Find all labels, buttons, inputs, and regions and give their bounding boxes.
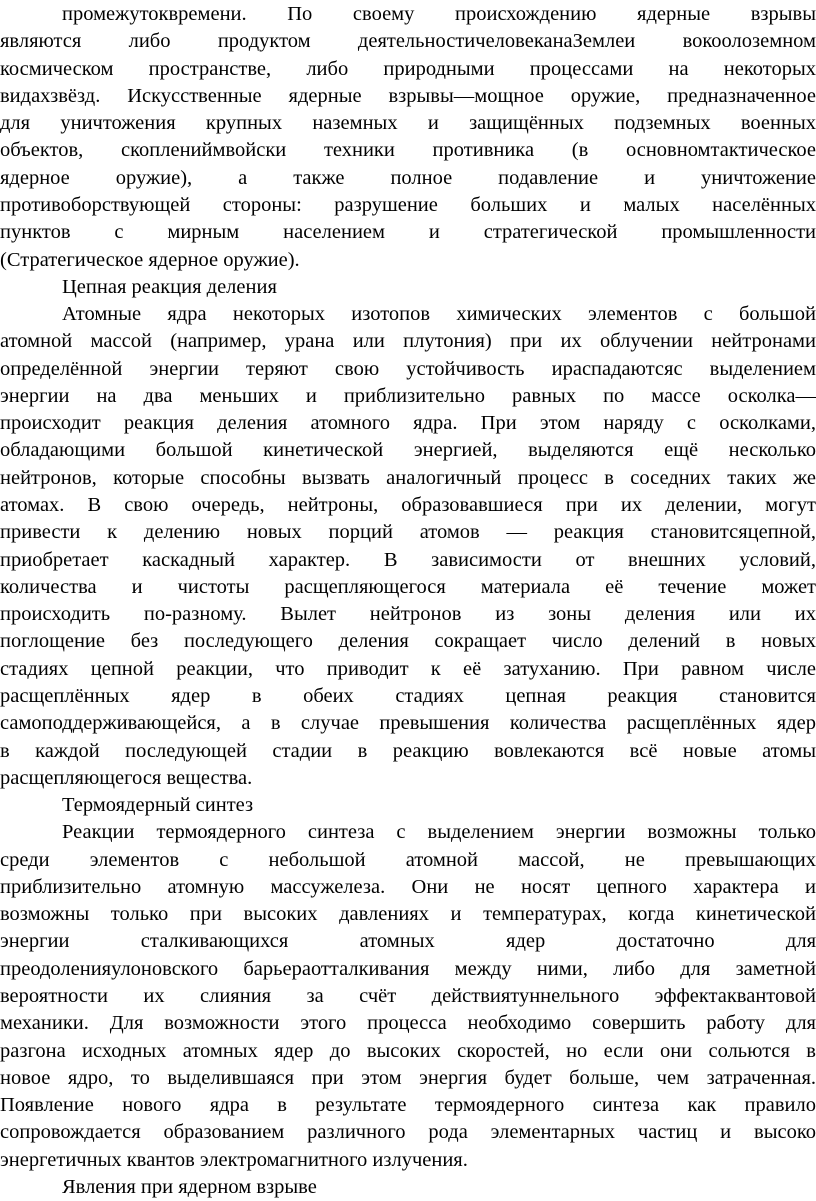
text-line: разгона исходных атомных ядер до высоких скоростей, но если они сольются в — [0, 1039, 816, 1062]
text-line: пунктов с мирным населением и стратегической промышленности — [0, 221, 816, 244]
text-line: сопровождается образованием различного рода элементарных частиц и высоко — [0, 1121, 816, 1144]
text-line: энергии сталкивающихся атомных ядер достаточно для — [0, 930, 816, 953]
text-line: Реакции термоядерного синтеза с выделением энергии возможны только — [62, 821, 816, 844]
text-line: видахзвёзд. Искусственные ядерные взрывы—мощное оружие, предназначенное — [0, 84, 816, 107]
text-line: Появление нового ядра в результате термоядерного синтеза как правило — [0, 1094, 816, 1117]
text-line: механики. Для возможности этого процесса необходимо совершить работу для — [0, 1012, 816, 1035]
text-line: происходит реакция деления атомного ядра. При этом наряду с осколками, — [0, 412, 816, 435]
text-line: (Стратегическое ядерное оружие). — [0, 248, 300, 271]
text-line: промежутоквремени. По своему происхождению ядерные взрывы — [62, 3, 816, 25]
text-line: атомной массой (например, урана или плутония) при их облучении нейтронами — [0, 330, 816, 353]
text-line: энергетичных квантов электромагнитного излучения. — [0, 1148, 468, 1171]
section-heading-thermonuclear-fusion: Термоядерный синтез — [62, 794, 254, 817]
text-line: атомах. В свою очередь, нейтроны, образовавшиеся при их делении, могут — [0, 494, 816, 517]
text-line: вероятности их слияния за счёт действиятуннельного эффектаквантовой — [0, 985, 816, 1008]
text-line: самоподдерживающейся, а в случае превышения количества расщеплённых ядер — [0, 712, 816, 735]
text-line: расщеплённых ядер в обеих стадиях цепная реакция становится — [0, 684, 816, 707]
text-line: поглощение без последующего деления сокращает число делений в новых — [0, 630, 816, 653]
text-line: в каждой последующей стадии в реакцию вовлекаются всё новые атомы — [0, 739, 816, 762]
text-line: приблизительно атомную массужелеза. Они не носят цепного характера и — [0, 875, 816, 898]
text-line: обладающими большой кинетической энергией, выделяются ещё несколько — [0, 439, 816, 462]
text-line: расщепляющегося вещества. — [0, 766, 253, 789]
text-line: преодоленияулоновского барьераотталкивания между ними, либо для заметной — [0, 957, 816, 980]
text-line: Атомные ядра некоторых изотопов химических элементов с большой — [62, 303, 816, 326]
section-heading-nuclear-explosion-phenomena: Явления при ядерном взрыве — [62, 1176, 317, 1198]
section-heading-chain-reaction: Цепная реакция деления — [62, 275, 277, 298]
text-line: происходить по-разному. Вылет нейтронов из зоны деления или их — [0, 603, 816, 626]
text-line: определённой энергии теряют свою устойчивость ираспадаютсяс выделением — [0, 357, 816, 380]
text-line: среди элементов с небольшой атомной массой, не превышающих — [0, 848, 816, 871]
text-line: противоборствующей стороны: разрушение больших и малых населённых — [0, 193, 816, 216]
text-line: приобретает каскадный характер. В зависимости от внешних условий, — [0, 548, 816, 571]
text-line: космическом пространстве, либо природными процессами на некоторых — [0, 57, 816, 80]
text-line: ядерное оружие), а также полное подавление и уничтожение — [0, 166, 816, 189]
text-line: привести к делению новых порций атомов — реакция становитсяцепной, — [0, 521, 816, 544]
text-line: объектов, скоплениймвойски техники противника (в основномтактическое — [0, 139, 816, 162]
text-line: стадиях цепной реакции, что приводит к её затуханию. При равном числе — [0, 657, 816, 680]
text-line: являются либо продуктом деятельностичеловеканаЗемлеи вокоолоземном — [0, 30, 816, 53]
text-line: новое ядро, то выделившаяся при этом энергия будет больше, чем затраченная. — [0, 1066, 816, 1089]
text-line: количества и чистоты расщепляющегося материала её течение может — [0, 575, 816, 598]
text-line: энергии на два меньших и приблизительно равных по массе осколка— — [0, 384, 816, 407]
text-line: возможны только при высоких давлениях и температурах, когда кинетической — [0, 903, 816, 926]
text-line: нейтронов, которые способны вызвать аналогичный процесс в соседних таких же — [0, 466, 816, 489]
text-line: для уничтожения крупных наземных и защищённых подземных военных — [0, 112, 816, 135]
